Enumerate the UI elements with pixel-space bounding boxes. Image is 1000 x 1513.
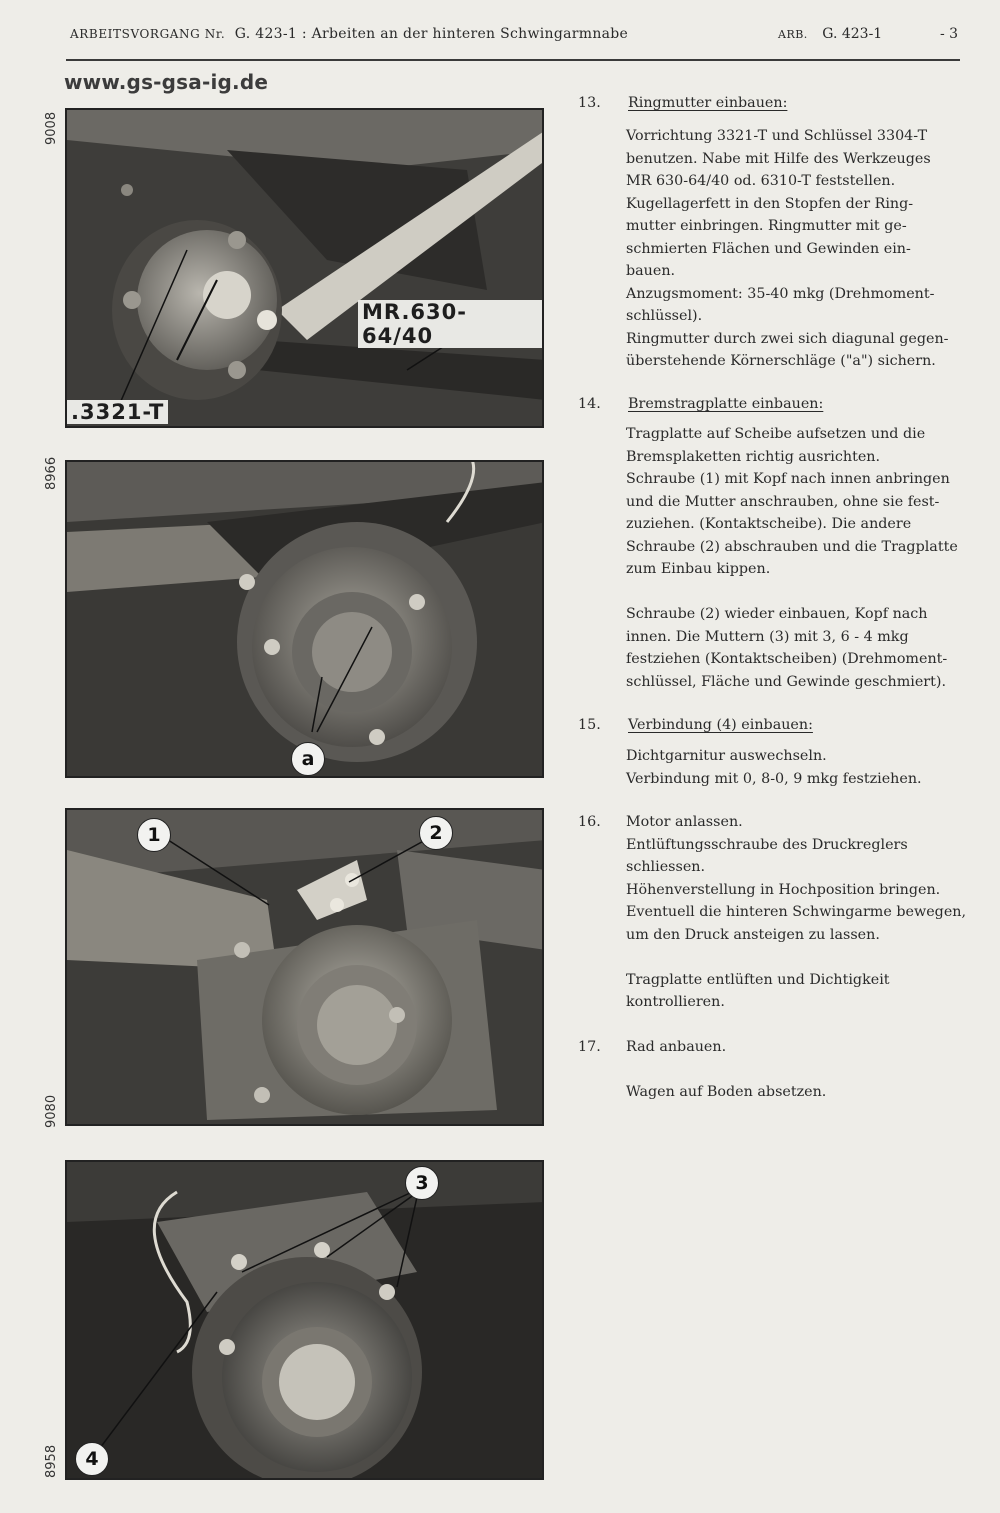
- header-prefix: ARBEITSVORGANG Nr.: [70, 27, 226, 41]
- step-line: um den Druck ansteigen zu lassen.: [626, 926, 880, 943]
- step-body: [626, 423, 986, 693]
- step-line: festziehen (Kontaktscheiben) (Drehmoment-: [626, 651, 948, 667]
- step-line: Höhenverstellung in Hochposition bringen.: [626, 881, 941, 898]
- step-number: 15.: [578, 717, 601, 733]
- step-number: 14.: [578, 396, 601, 412]
- photo-ringmutter: [65, 108, 544, 428]
- photo-number: 9080: [44, 1094, 59, 1128]
- photo-schrauben-illustration: [67, 810, 544, 1126]
- step-line: benutzen. Nabe mit Hilfe des Werkzeuges: [626, 150, 931, 167]
- step-line: Anzugsmoment: 35-40 mkg (Drehmoment-: [626, 285, 935, 302]
- header-right: [778, 26, 882, 42]
- header-title: G. 423-1 : Arbeiten an der hinteren Schwingarmnabe: [234, 26, 629, 42]
- step-line: Wagen auf Boden absetzen.: [626, 1084, 827, 1100]
- step-line: Motor anlassen.: [626, 814, 743, 830]
- step-body: [626, 125, 986, 373]
- step-line: Schraube (2) abschrauben und die Tragplatte: [626, 538, 958, 555]
- callout-2: 2: [419, 816, 453, 850]
- step-number: 17.: [578, 1039, 601, 1055]
- callout-3: 3: [405, 1166, 439, 1200]
- step-title: Verbindung (4) einbauen:: [628, 717, 813, 733]
- step-line: [626, 1059, 986, 1082]
- step-title: Ringmutter einbauen:: [628, 95, 788, 111]
- tool-label-mr630: MR.630-64/40: [358, 300, 542, 348]
- photo-bremstragplatte-illustration: [67, 462, 544, 778]
- step-line: Tragplatte auf Scheibe aufsetzen und die: [626, 426, 926, 442]
- photo-schrauben: [65, 808, 544, 1126]
- step-line: zum Einbau kippen.: [626, 561, 771, 577]
- header-left: [70, 26, 628, 42]
- step-line: Vorrichtung 3321-T und Schlüssel 3304-T: [626, 128, 928, 144]
- step-line: [626, 581, 986, 604]
- photo-number: 8958: [44, 1444, 59, 1478]
- step-line: schlüssel, Fläche und Gewinde geschmiert).: [626, 673, 946, 690]
- step-line: schmierten Flächen und Gewinden ein-: [626, 240, 911, 257]
- photo-muttern: [65, 1160, 544, 1480]
- step-line: Schraube (2) wieder einbauen, Kopf nach: [626, 606, 928, 622]
- step-line: [626, 946, 986, 969]
- tool-label-3321t: .3321-T: [67, 400, 168, 424]
- step-line: Verbindung mit 0, 8-0, 9 mkg festziehen.: [626, 770, 922, 787]
- step-line: schliessen.: [626, 859, 706, 875]
- callout-1: 1: [137, 818, 171, 852]
- header-right-code: G. 423-1: [822, 26, 883, 42]
- step-line: mutter einbringen. Ringmutter mit ge-: [626, 218, 907, 234]
- step-body: [626, 811, 986, 1014]
- callout-4: 4: [75, 1442, 109, 1476]
- step-line: Bremsplaketten richtig ausrichten.: [626, 448, 881, 465]
- photo-ringmutter-illustration: [67, 110, 544, 428]
- step-line: schlüssel).: [626, 308, 703, 324]
- step-line: Rad anbauen.: [626, 1039, 727, 1055]
- step-line: Schraube (1) mit Kopf nach innen anbringen: [626, 471, 950, 487]
- step-line: und die Mutter anschrauben, ohne sie fest-: [626, 493, 940, 510]
- header-right-prefix: ARB.: [778, 28, 808, 41]
- photo-number: 9008: [44, 111, 59, 145]
- step-line: kontrollieren.: [626, 994, 725, 1010]
- step-line: Dichtgarnitur auswechseln.: [626, 748, 827, 764]
- step-line: Tragplatte entlüften und Dichtigkeit: [626, 971, 890, 988]
- step-body: [626, 1036, 986, 1104]
- step-line: Kugellagerfett in den Stopfen der Ring-: [626, 195, 914, 212]
- callout-a: a: [291, 742, 325, 776]
- step-line: Entlüftungsschraube des Druckreglers: [626, 836, 908, 853]
- page-header: [0, 0, 1000, 70]
- step-line: Ringmutter durch zwei sich diagunal gegen-: [626, 330, 949, 347]
- header-rule: [66, 59, 960, 61]
- step-line: innen. Die Muttern (3) mit 3, 6 - 4 mkg: [626, 628, 909, 645]
- page-number: - 3: [940, 26, 959, 42]
- step-line: Eventuell die hinteren Schwingarme bewegen,: [626, 904, 967, 920]
- step-number: 13.: [578, 95, 601, 111]
- photo-bremstragplatte: [65, 460, 544, 778]
- step-body: [626, 745, 986, 790]
- website-url: www.gs-gsa-ig.de: [64, 70, 269, 94]
- step-line: zuziehen. (Kontaktscheibe). Die andere: [626, 516, 912, 532]
- photo-number: 8966: [44, 456, 59, 490]
- step-line: MR 630-64/40 od. 6310-T feststellen.: [626, 173, 896, 189]
- step-title: Bremstragplatte einbauen:: [628, 396, 824, 412]
- step-line: überstehende Körnerschläge ("a") sichern.: [626, 353, 936, 369]
- step-number: 16.: [578, 814, 601, 830]
- step-line: bauen.: [626, 263, 676, 279]
- photo-muttern-illustration: [67, 1162, 544, 1480]
